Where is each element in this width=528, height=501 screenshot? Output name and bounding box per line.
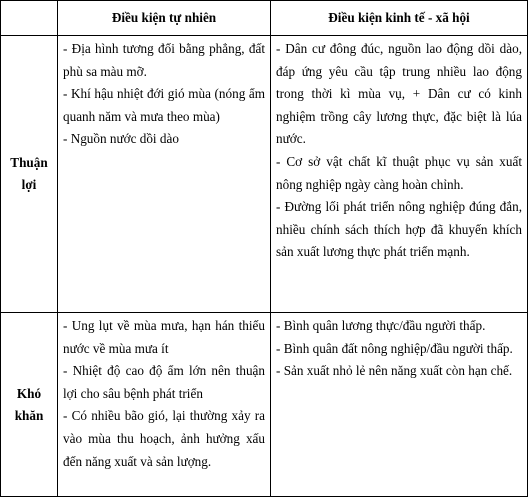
list-item: - Bình quân đất nông nghiệp/đầu người thấp. [276,340,513,356]
difficulties-natural-cell [58,313,271,497]
row-label-line: khăn [14,407,44,423]
difficulties-socio-cell [271,313,528,497]
list-item: - Cơ sở vật chất kĩ thuật phục vụ sản xuất nông nghiệp ngày càng hoàn chỉnh. [276,153,522,192]
list-item: - Có nhiều bão gió, lại thường xảy ra vào mùa thu hoạch, ảnh hưởng xấu đến năng xuất và sản lượng. [63,408,265,469]
list-item: - Khí hậu nhiệt đới gió mùa (nóng ẩm quanh năm và mưa theo mùa) [63,86,265,124]
header-socio-economic-conditions: Điều kiện kinh tế - xã hội [271,1,528,36]
row-label-line: Thuận [10,155,48,170]
advantages-socio-cell [271,36,528,313]
list-item: - Sản xuất nhỏ lẻ nên năng xuất còn hạn chế. [276,363,513,379]
list-item: - Ung lụt về mùa mưa, hạn hán thiếu nước về mùa mưa ít [63,318,265,356]
list-item: - Dân cư đông đúc, nguồn lao động dồi dào, đáp ứng yêu cầu tập trung nhiều lao động trong thời kì mùa vụ, + Dân cư có kinh nghiệm trồng cây lương thực, đặc biệt là lúa nước. [276,41,522,147]
header-row [1,1,528,36]
table-row-advantages [1,36,528,313]
row-label-line: Khó [16,385,42,401]
row-label-advantages [1,36,58,313]
row-label-difficulties [1,313,58,497]
list-item: - Nhiệt độ cao độ ẩm lớn nên thuận lợi cho sâu bệnh phát triển [63,363,265,401]
list-item: - Nguồn nước dồi dào [63,131,179,147]
list-item: - Bình quân lương thực/đầu người thấp. [276,318,486,333]
header-natural-conditions: Điều kiện tự nhiên [58,1,271,36]
list-item: - Địa hình tương đối bằng phẳng, đất phù sa màu mỡ. [63,41,265,79]
list-item: - Đường lối phát triển nông nghiệp đúng đắn, nhiều chính sách thích hợp đã khuyến khích sản xuất lương thực phát triển mạnh. [276,199,522,260]
row-label-line: lợi [21,177,37,192]
advantages-natural-cell [58,36,271,313]
header-empty-cell [1,1,58,36]
table-row-difficulties [1,313,528,497]
